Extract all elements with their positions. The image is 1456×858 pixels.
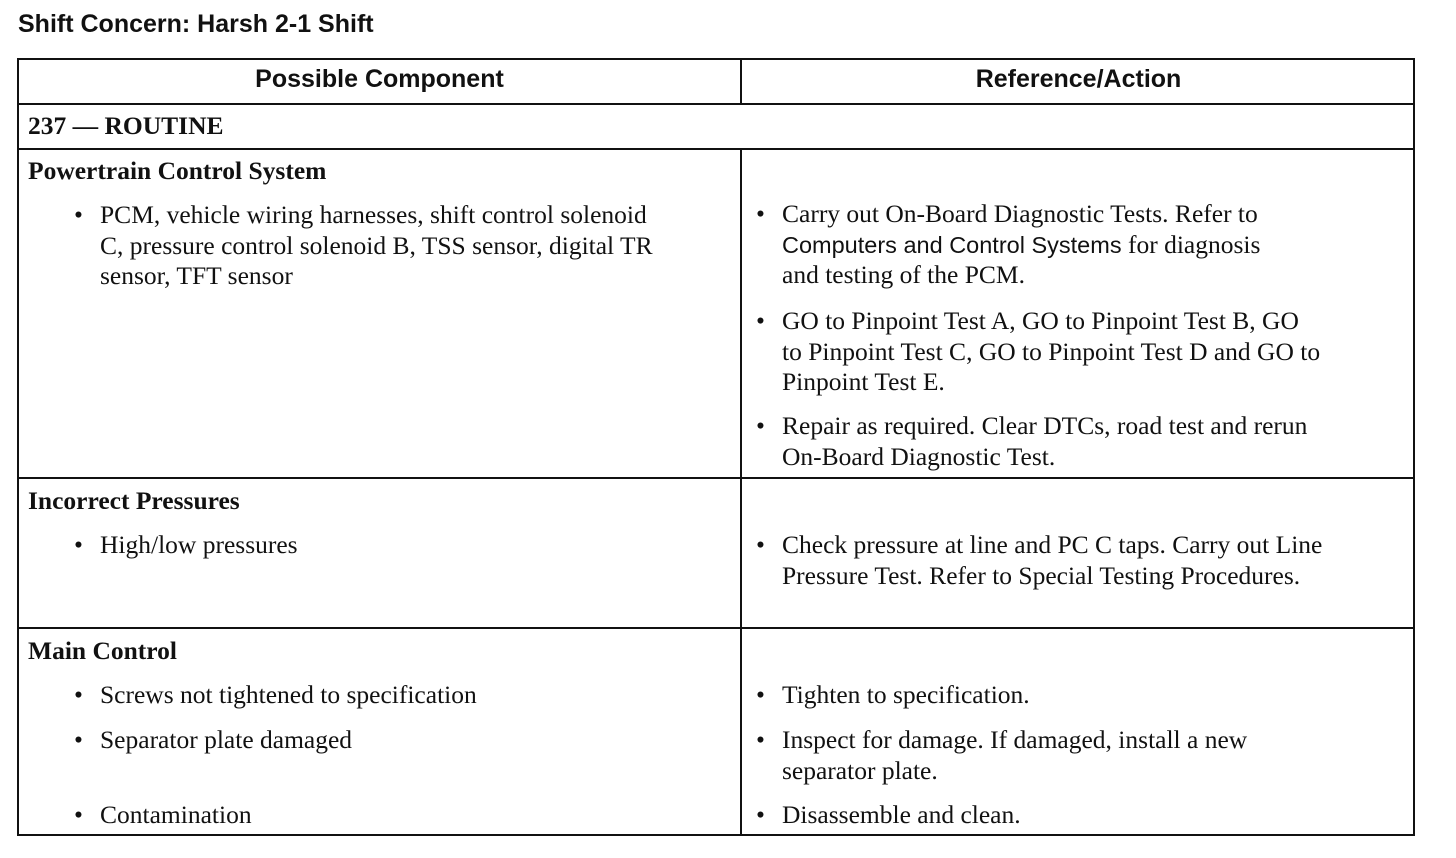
- routine-divider: [19, 148, 1413, 150]
- section-heading-powertrain: Powertrain Control System: [28, 156, 327, 185]
- action-item: • Inspect for damage. If damaged, install a new separator plate.: [756, 725, 1248, 785]
- action-item: • Disassemble and clean.: [756, 800, 1021, 829]
- bullet-icon: •: [74, 800, 83, 829]
- component-item: • Separator plate damaged: [74, 725, 353, 754]
- bullet-icon: •: [756, 530, 765, 559]
- page-title: Shift Concern: Harsh 2-1 Shift: [18, 10, 374, 38]
- action-item: • Check pressure at line and PC C taps. Carry out Line Pressure Test. Refer to Special Testing Procedures.: [756, 530, 1323, 590]
- column-divider: [740, 148, 742, 836]
- bullet-icon: •: [74, 725, 83, 754]
- bullet-icon: •: [756, 725, 765, 754]
- component-item: • PCM, vehicle wiring harnesses, shift control solenoid C, pressure control solenoid B, TSS sensor, digital TR sensor, TFT sensor: [74, 200, 653, 290]
- bullet-icon: •: [756, 680, 765, 709]
- bullet-icon: •: [74, 530, 83, 559]
- routine-label: 237 — ROUTINE: [28, 111, 224, 140]
- section-heading-incorrect-pressures: Incorrect Pressures: [28, 486, 240, 515]
- bullet-icon: •: [74, 200, 83, 229]
- shift-concern-table: [17, 58, 1415, 836]
- component-item: • High/low pressures: [74, 530, 298, 559]
- action-item: • GO to Pinpoint Test A, GO to Pinpoint Test B, GO to Pinpoint Test C, GO to Pinpoint Test D and GO to Pinpoint Test E.: [756, 306, 1321, 396]
- section-divider-2: [19, 627, 1413, 629]
- bullet-icon: •: [756, 306, 765, 335]
- action-item: • Repair as required. Clear DTCs, road test and rerun On-Board Diagnostic Test.: [756, 411, 1308, 471]
- action-item: • Tighten to specification.: [756, 680, 1030, 709]
- bullet-icon: •: [756, 199, 765, 228]
- column-header-component: Possible Component: [255, 65, 504, 93]
- bullet-icon: •: [756, 411, 765, 440]
- section-divider-1: [19, 477, 1413, 479]
- header-divider: [19, 103, 1413, 105]
- computers-and-control-systems-link[interactable]: Computers and Control Systems: [782, 231, 1122, 258]
- section-heading-main-control: Main Control: [28, 636, 177, 665]
- component-item: • Contamination: [74, 800, 252, 829]
- column-header-action: Reference/Action: [975, 65, 1182, 93]
- action-item: • Carry out On-Board Diagnostic Tests. Refer to Computers and Control Systems for diagnosis and testing of the PCM.: [756, 199, 1261, 289]
- bullet-icon: •: [756, 800, 765, 829]
- bullet-icon: •: [74, 680, 83, 709]
- component-item: • Screws not tightened to specification: [74, 680, 477, 709]
